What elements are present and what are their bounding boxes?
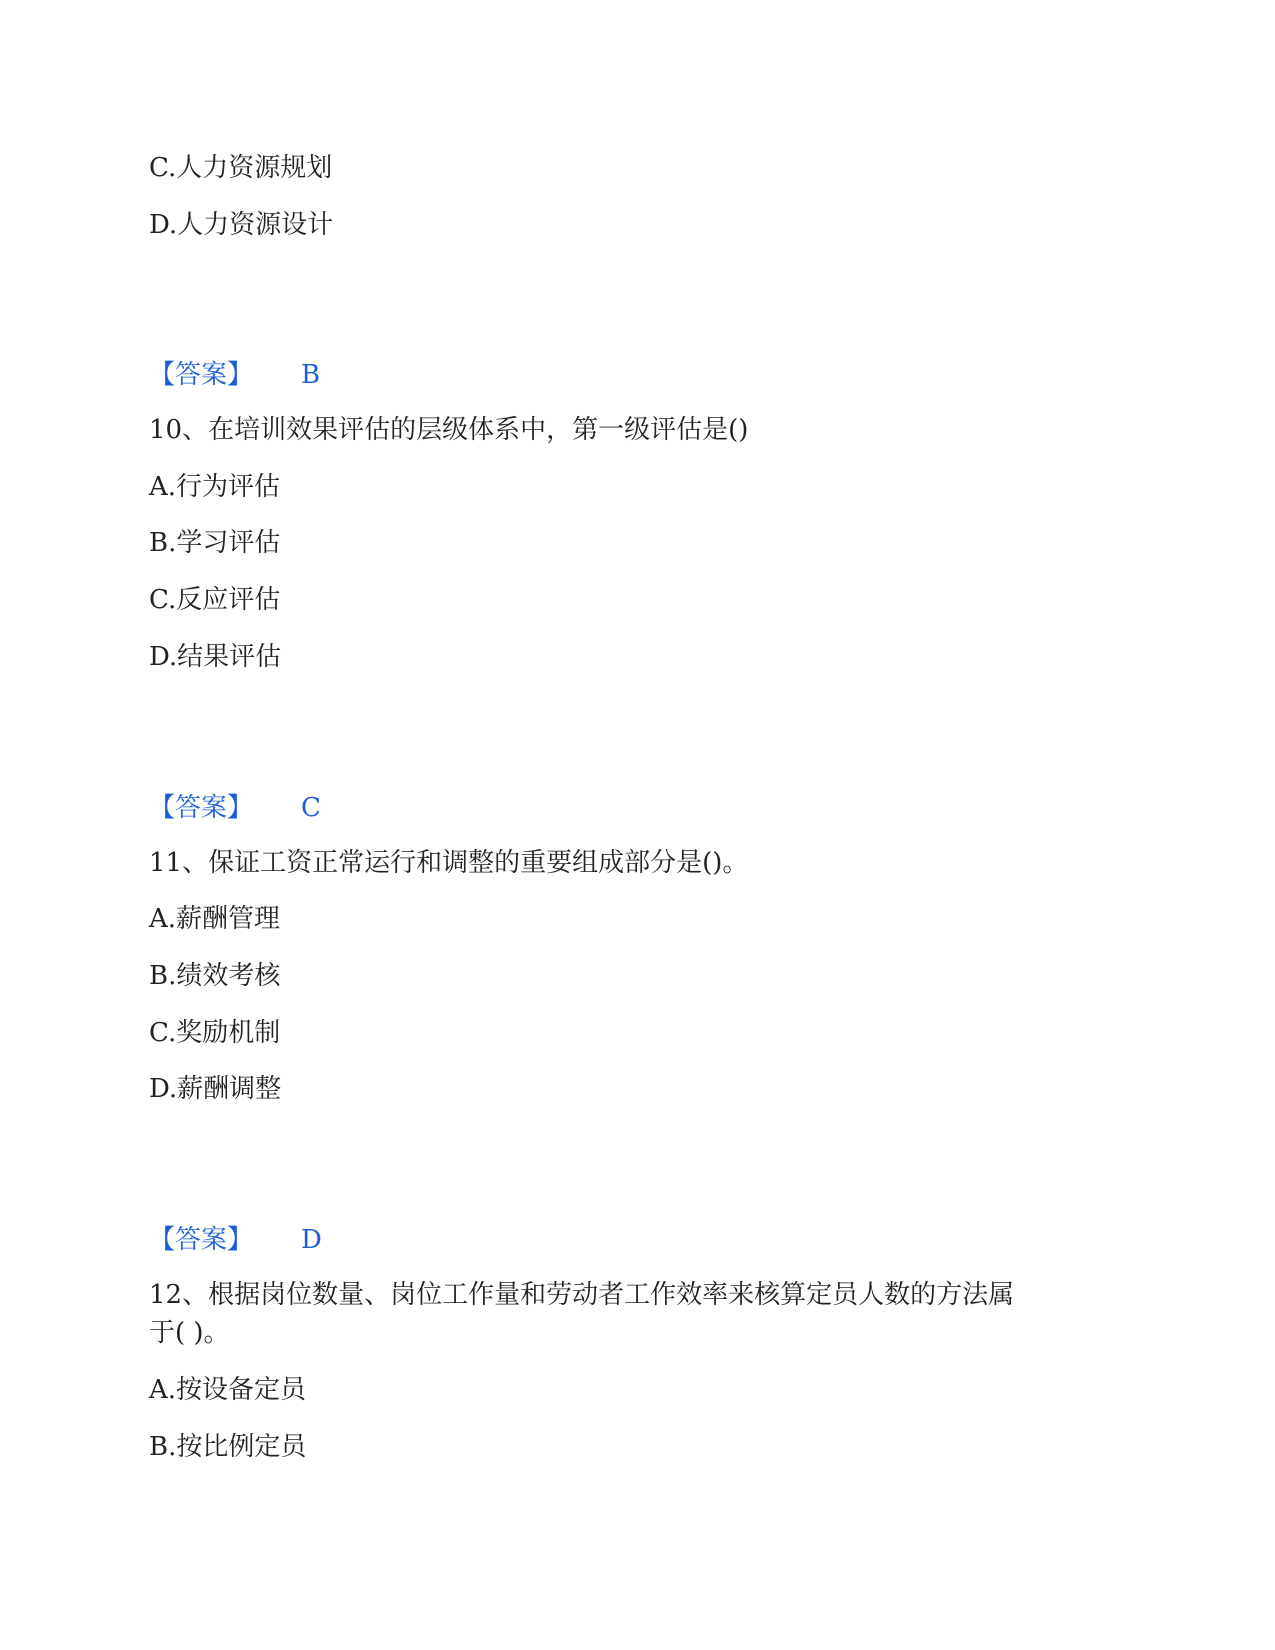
answer-line [149,791,321,825]
answer-label: 【答案】 [149,1225,254,1255]
answer-value: D [301,1225,322,1255]
question-text-line-1: 12、根据岗位数量、岗位工作量和劳动者工作效率来核算定员人数的方法属 [149,1280,1015,1310]
option-a: A.行为评估 [149,472,281,502]
option-b: B.按比例定员 [149,1432,307,1462]
option-b: B.绩效考核 [149,961,281,991]
question-text: 10、在培训效果评估的层级体系中，第一级评估是() [149,415,749,445]
question-text-line-2: 于( )。 [149,1318,230,1348]
answer-label: 【答案】 [149,793,254,823]
option-d: D.人力资源设计 [149,210,334,240]
option-d: D.薪酬调整 [149,1074,282,1104]
option-c: C.反应评估 [149,585,281,615]
option-a: A.按设备定员 [149,1375,307,1405]
option-d: D.结果评估 [149,642,282,672]
option-c: C.奖励机制 [149,1018,281,1048]
option-a: A.薪酬管理 [149,904,281,934]
answer-line [149,358,320,392]
answer-value: C [301,793,321,823]
question-text: 11、保证工资正常运行和调整的重要组成部分是()。 [149,848,749,878]
answer-line [149,1223,322,1257]
answer-value: B [301,360,321,390]
option-b: B.学习评估 [149,528,281,558]
answer-label: 【答案】 [149,360,254,390]
option-c: C.人力资源规划 [149,153,333,183]
